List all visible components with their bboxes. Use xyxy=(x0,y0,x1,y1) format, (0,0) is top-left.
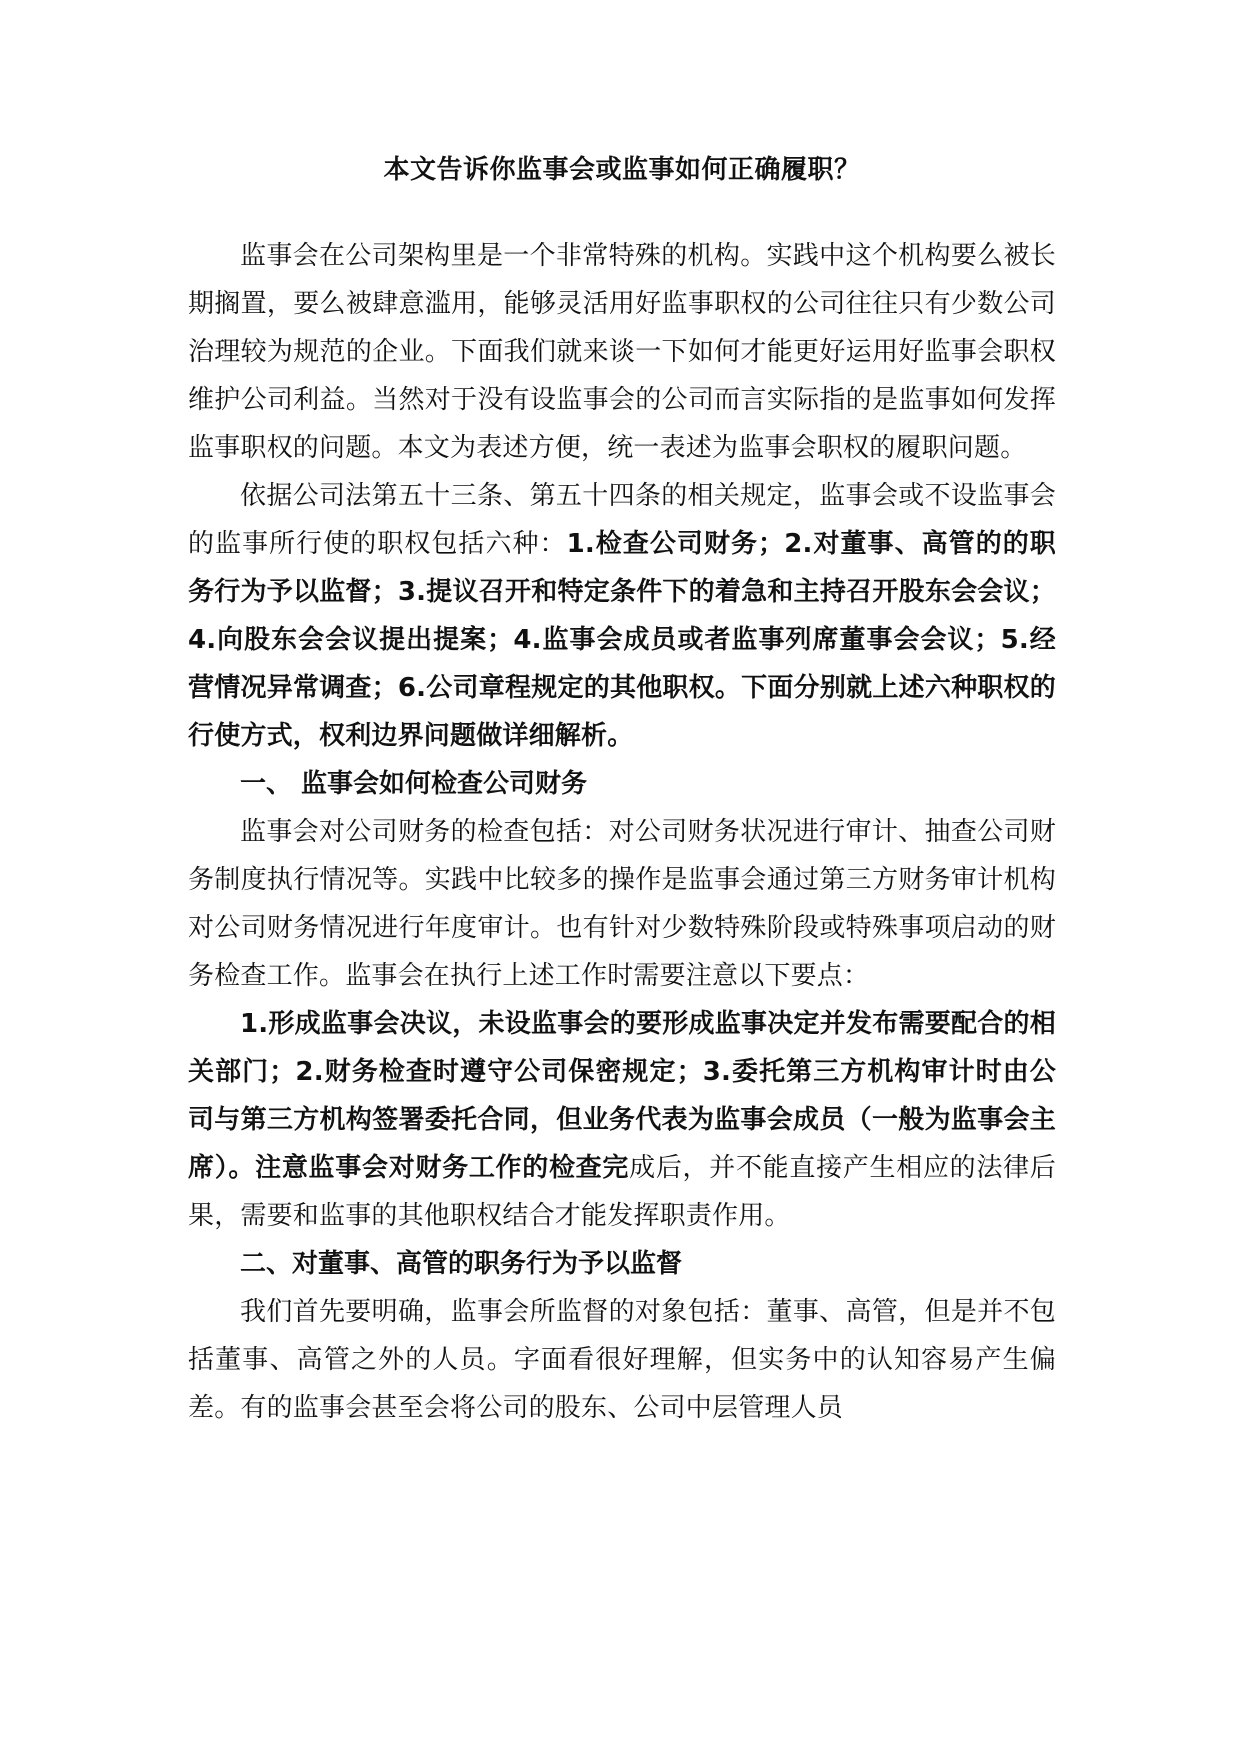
document-body xyxy=(188,150,1056,1432)
paragraph-powers-text: 依据公司法第五十三条、第五十四条的相关规定，监事会或不设监事会的监事所行使的职权包括六种： xyxy=(188,481,1056,559)
section-heading-2: 二、对董事、高管的职务行为予以监督 xyxy=(240,1249,683,1279)
paragraph-finance-check: 监事会对公司财务的检查包括：对公司财务状况进行审计、抽查公司财务制度执行情况等。实践中比较多的操作是监事会通过第三方财务审计机构对公司财务情况进行年度审计。也有针对少数特殊阶段或特殊事项启动的财务检查工作。监事会在执行上述工作时需要注意以下要点： xyxy=(188,817,1056,991)
paragraph-finance-points-bold: 1.形成监事会决议，未设监事会的要形成监事决定并发布需要配合的相关部门；2.财务检查时遵守公司保密规定；3.委托第三方机构审计时由公司与第三方机构签署委托合同，但业务代表为监事会成员（一般为监事会主席）。注意监事会对财务工作的检查完 xyxy=(188,1009,1056,1183)
paragraph-powers xyxy=(188,472,1056,760)
paragraph-supervision: 我们首先要明确，监事会所监督的对象包括：董事、高管，但是并不包括董事、高管之外的人员。字面看很好理解，但实务中的认知容易产生偏差。有的监事会甚至会将公司的股东、公司中层管理人员 xyxy=(188,1297,1056,1423)
paragraph-finance-points-text: 成后，并不能直接产生相应的法律后果，需要和监事的其他职权结合才能发挥职责作用。 xyxy=(188,1153,1056,1231)
document-title: 本文告诉你监事会或监事如何正确履职？ xyxy=(383,155,861,185)
paragraph-intro: 监事会在公司架构里是一个非常特殊的机构。实践中这个机构要么被长期搁置，要么被肆意滥用，能够灵活用好监事职权的公司往往只有少数公司治理较为规范的企业。下面我们就来谈一下如何才能更好运用好监事会职权维护公司利益。当然对于没有设监事会的公司而言实际指的是监事如何发挥监事职权的问题。本文为表述方便，统一表述为监事会职权的履职问题。 xyxy=(188,241,1056,463)
paragraph-powers-list: 1.检查公司财务；2.对董事、高管的的职务行为予以监督；3.提议召开和特定条件下的着急和主持召开股东会会议；4.向股东会会议提出提案；4.监事会成员或者监事列席董事会会议；5.经营情况异常调查；6.公司章程规定的其他职权。下面分别就上述六种职权的行使方式，权利边界问题做详细解析。 xyxy=(188,529,1056,751)
section-heading-1: 一、 监事会如何检查公司财务 xyxy=(240,769,588,799)
paragraph-finance-points xyxy=(188,1000,1056,1240)
